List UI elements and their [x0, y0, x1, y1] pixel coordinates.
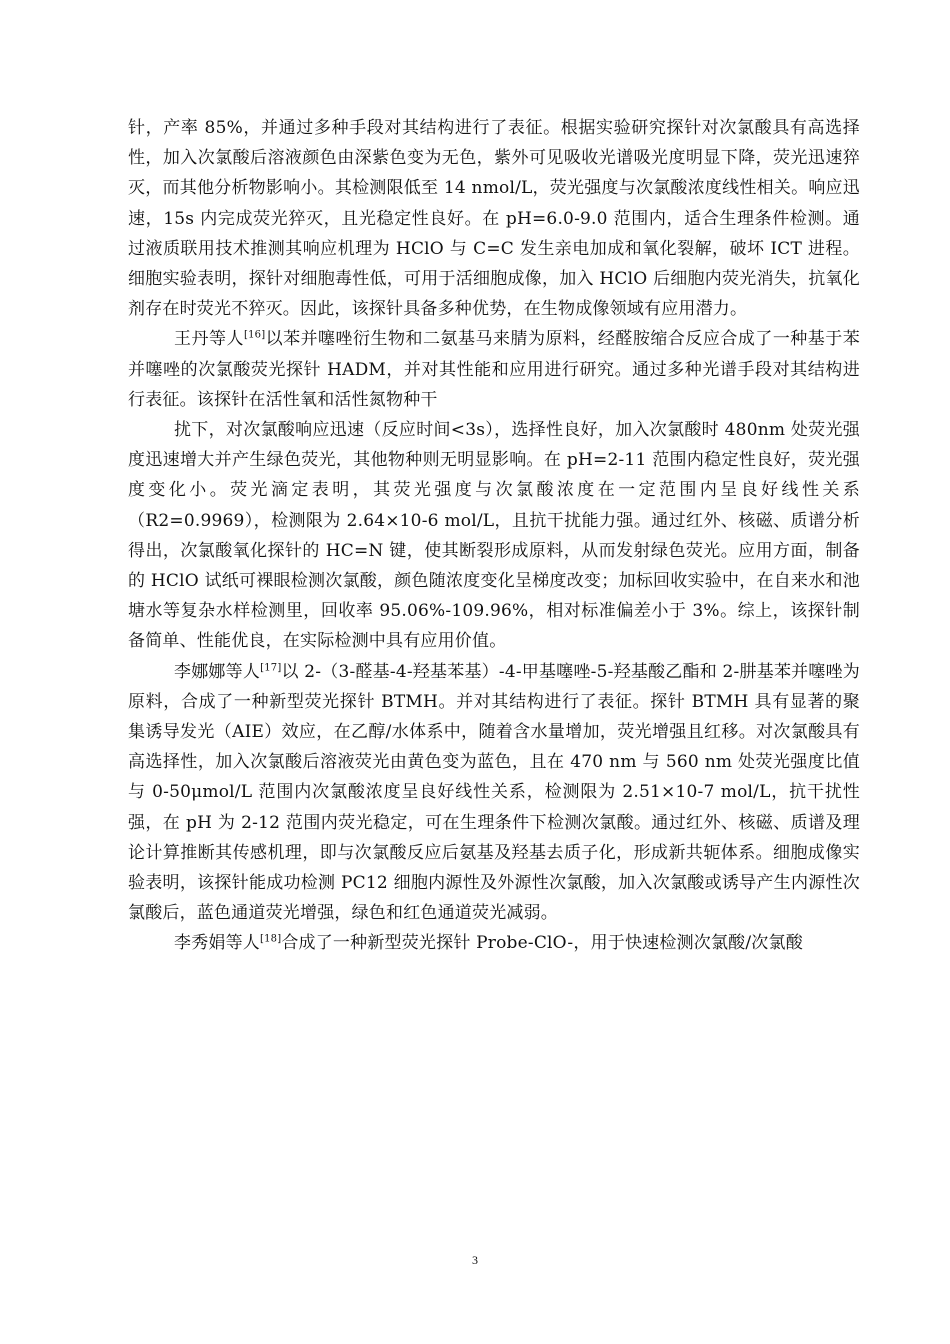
paragraph-4	[128, 657, 860, 929]
text-run: 针，产率 85%，并通过多种手段对其结构进行了表征。根据实验研究探针对次氯酸具有高选择性，加入次氯酸后溶液颜色由深紫色变为无色，紫外可见吸收光谱吸光度明显下降，荧光迅速猝灭，而其他分析物影响小。其检测限低至 14 nmol/L，荧光强度与次氯酸浓度线性相关。响应迅速，15s 内完成荧光猝灭，且光稳定性良好。在 pH=6.0-9.0 范围内，适合生理条件检测。通过液质联用技术推测其响应机理为 HClO 与 C=C 发生亲电加成和氧化裂解，破坏 ICT 进程。细胞实验表明，探针对细胞毒性低，可用于活细胞成像，加入 HClO 后细胞内荧光消失，抗氧化剂存在时荧光不猝灭。因此，该探针具备多种优势，在生物成像领域有应用潜力。	[128, 118, 860, 320]
page-number: 3	[472, 1253, 478, 1267]
paragraph-2	[128, 324, 860, 415]
citation-ref: [17]	[260, 662, 282, 673]
text-run: 合成了一种新型荧光探针 Probe-ClO-，用于快速检测次氯酸/次氯酸	[281, 933, 803, 954]
body-text	[128, 113, 860, 959]
citation-ref: [18]	[260, 933, 282, 945]
text-run: 李秀娟等人	[174, 933, 260, 954]
text-run: 以 2-（3-醛基-4-羟基苯基）-4-甲基噻唑-5-羟基酸乙酯和 2-肼基苯并噻唑为原料，合成了一种新型荧光探针 BTMH。并对其结构进行了表征。探针 BTMH 具有显著的聚集诱导发光（AIE）效应，在乙醇/水体系中，随着含水量增加，荧光增强且红移。对次氯酸具有高选择性，加入次氯酸后溶液荧光由黄色变为蓝色，且在 470 nm 与 560 nm 处荧光强度比值与 0-50μmol/L 范围内次氯酸浓度呈良好线性关系，检测限为 2.51×10-7 mol/L，抗干扰性强，在 pH 为 2-12 范围内荧光稳定，可在生理条件下检测次氯酸。通过红外、核磁、质谱及理论计算推断其传感机理，即与次氯酸反应后氨基及羟基去质子化，形成新共轭体系。细胞成像实验表明，该探针能成功检测 PC12 细胞内源性及外源性次氯酸，加入次氯酸或诱导产生内源性次氯酸后，蓝色通道荧光增强，绿色和红色通道荧光减弱。	[128, 661, 861, 924]
text-run: 王丹等人	[174, 329, 244, 350]
text-run: 以苯并噻唑衍生物和二氨基马来腈为原料，经醛胺缩合反应合成了一种基于苯并噻唑的次氯酸荧光探针 HADM，并对其性能和应用进行研究。通过多种光谱手段对其结构进行表征。该探针在活性氧和活性氮物种干	[128, 329, 860, 410]
text-run: 李娜娜等人	[174, 661, 261, 682]
paragraph-1	[128, 113, 860, 324]
citation-ref: [16]	[243, 329, 266, 341]
paragraph-3	[128, 415, 860, 657]
text-run: 扰下，对次氯酸响应迅速（反应时间<3s），选择性良好，加入次氯酸时 480nm 处荧光强度迅速增大并产生绿色荧光，其他物种则无明显影响。在 pH=2-11 范围内稳定性良好，荧光强度变化小。荧光滴定表明，其荧光强度与次氯酸浓度在一定范围内呈良好线性关系（R2=0.9969），检测限为 2.64×10-6 mol/L，且抗干扰能力强。通过红外、核磁、质谱分析得出，次氯酸氧化探针的 HC=N 键，使其断裂形成原料，从而发射绿色荧光。应用方面，制备的 HClO 试纸可裸眼检测次氯酸，颜色随浓度变化呈梯度改变；加标回收实验中，在自来水和池塘水等复杂水样检测里，回收率 95.06%-109.96%，相对标准偏差小于 3%。综上，该探针制备简单、性能优良，在实际检测中具有应用价值。	[128, 420, 860, 652]
paragraph-5	[128, 928, 860, 958]
